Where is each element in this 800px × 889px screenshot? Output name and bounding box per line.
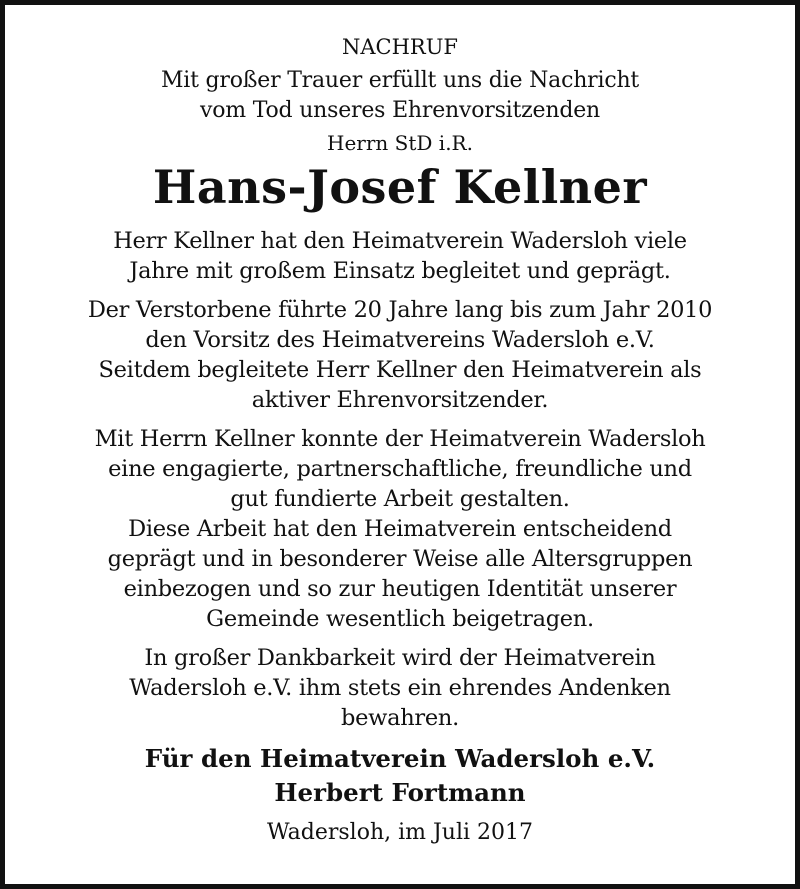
- text-line: Jahre mit großem Einsatz begleitet und geprägt.: [129, 258, 671, 284]
- text-line: eine engagierte, partnerschaftliche, freundliche und: [108, 456, 692, 482]
- text-line: den Vorsitz des Heimatvereins Wadersloh e.V.: [145, 327, 655, 353]
- intro-line: vom Tod unseres Ehrenvorsitzenden: [199, 98, 601, 123]
- text-line: gut fundierte Arbeit gestalten.: [230, 486, 570, 512]
- text-line: Diese Arbeit hat den Heimatverein entscheidend: [128, 516, 672, 542]
- paragraph-cooperation: [5, 424, 795, 514]
- text-line: geprägt und in besonderer Weise alle Altersgruppen: [107, 546, 693, 572]
- paragraph-chairmanship: [5, 295, 795, 415]
- text-line: In großer Dankbarkeit wird der Heimatverein: [144, 645, 656, 671]
- text-line: Mit Herrn Kellner konnte der Heimatverein Wadersloh: [94, 426, 706, 452]
- text-line: bewahren.: [341, 705, 459, 731]
- intro-text: [5, 66, 795, 126]
- signature-organization: Für den Heimatverein Wadersloh e.V.: [144, 744, 656, 773]
- paragraph-service: [5, 226, 795, 286]
- honorific-title: Herrn StD i.R.: [327, 131, 473, 155]
- paragraph-gratitude: [5, 643, 795, 733]
- text-line: Der Verstorbene führte 20 Jahre lang bis zum Jahr 2010: [87, 297, 713, 323]
- text-line: einbezogen und so zur heutigen Identität unserer: [123, 576, 677, 602]
- signature-block: [5, 742, 795, 810]
- text-line: Seitdem begleitete Herr Kellner den Heimatverein als: [98, 357, 702, 383]
- place-date: Wadersloh, im Juli 2017: [266, 820, 534, 845]
- deceased-name: Hans-Josef Kellner: [152, 160, 648, 214]
- intro-line: Mit großer Trauer erfüllt uns die Nachricht: [160, 68, 640, 93]
- notice-heading: NACHRUF: [341, 35, 458, 59]
- text-line: Gemeinde wesentlich beigetragen.: [206, 606, 594, 632]
- text-line: aktiver Ehrenvorsitzender.: [251, 387, 549, 413]
- signature-person: Herbert Fortmann: [274, 778, 526, 807]
- obituary-notice: [5, 5, 795, 848]
- text-line: Herr Kellner hat den Heimatverein Wadersloh viele: [113, 228, 687, 254]
- text-line: Wadersloh e.V. ihm stets ein ehrendes Andenken: [129, 675, 671, 701]
- paragraph-legacy: [5, 514, 795, 634]
